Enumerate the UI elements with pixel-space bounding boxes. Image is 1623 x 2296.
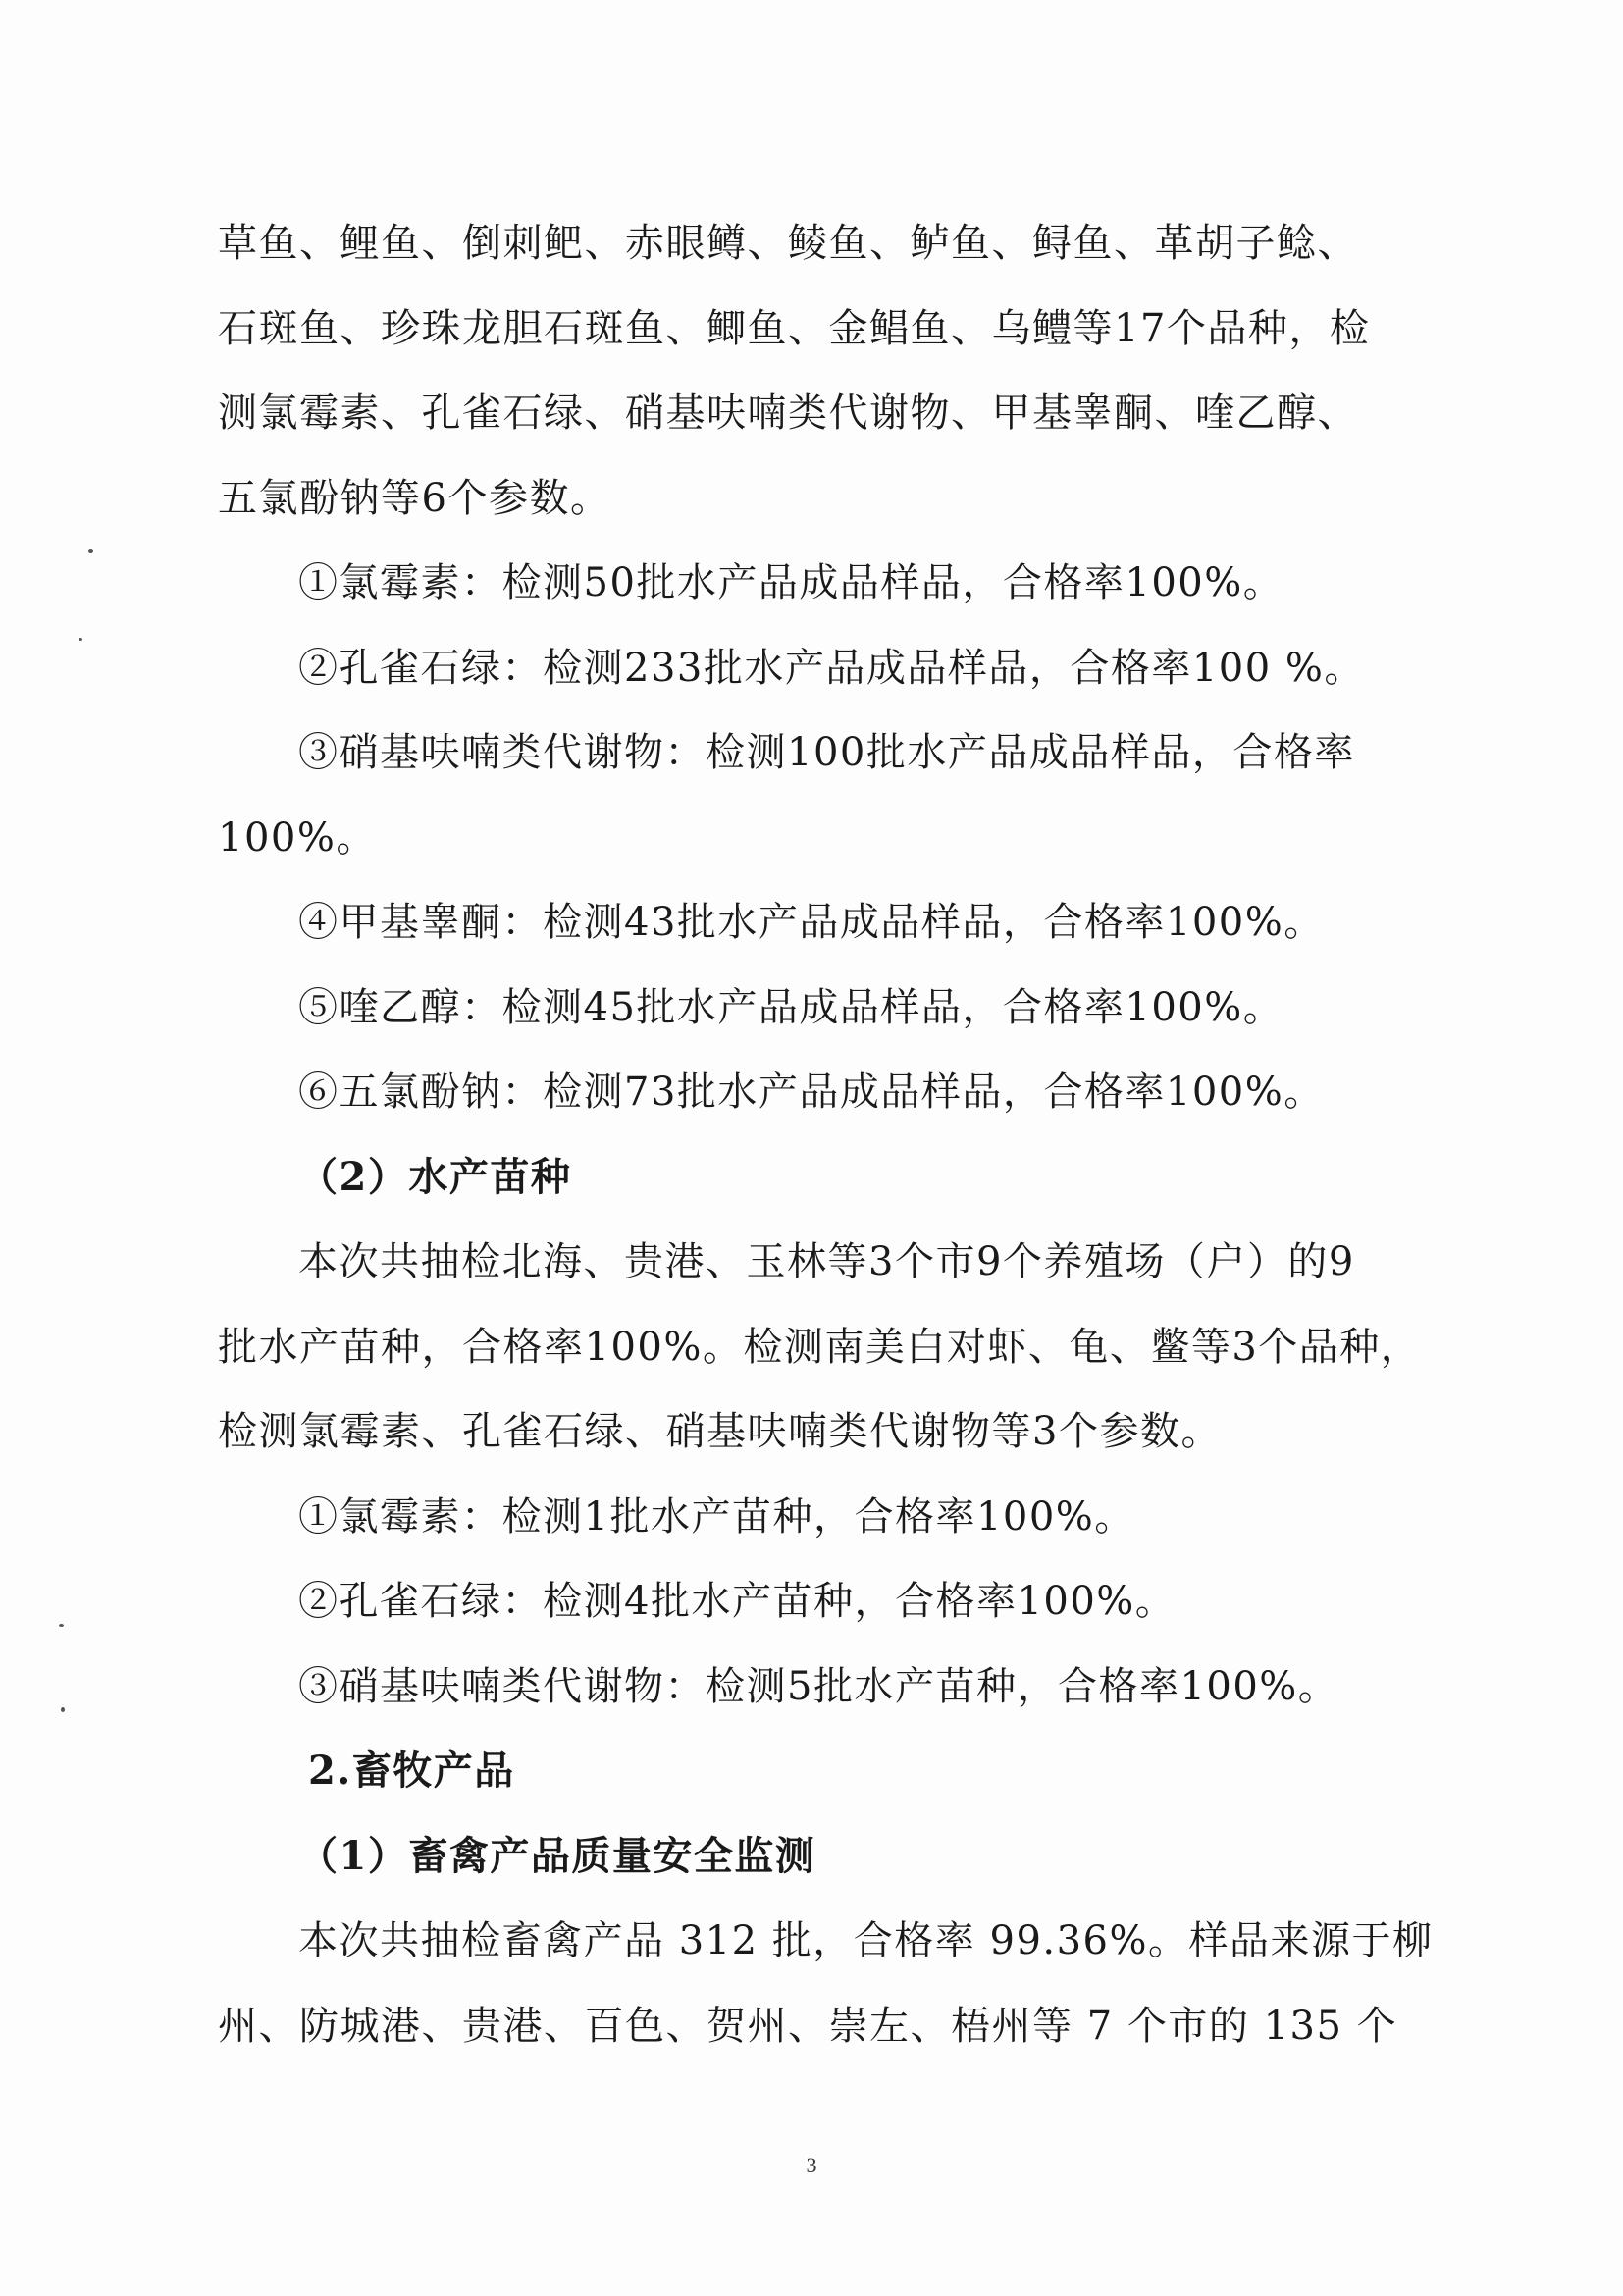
section-heading: （1）畜禽产品质量安全监测 [298, 1832, 816, 1879]
page-number: 3 [806, 2153, 817, 2177]
section-heading: 2.畜牧产品 [308, 1748, 515, 1794]
paragraph-line: 测氯霉素、孔雀石绿、硝基呋喃类代谢物、甲基睾酮、喹乙醇、 [218, 391, 1358, 436]
list-item: ③硝基呋喃类代谢物：检测5批水产苗种，合格率100%。 [298, 1663, 1339, 1709]
section-heading: （2）水产苗种 [298, 1153, 572, 1200]
scan-speck [79, 638, 82, 641]
paragraph-line: 检测氯霉素、孔雀石绿、硝基呋喃类代谢物等3个参数。 [218, 1409, 1222, 1454]
paragraph-line: 100%。 [218, 814, 377, 861]
scan-speck [61, 1707, 65, 1712]
scan-speck [59, 1624, 64, 1627]
list-item: ①氯霉素：检测1批水产苗种，合格率100%。 [298, 1493, 1135, 1539]
list-item: ⑤喹乙醇：检测45批水产品成品样品，合格率100%。 [298, 984, 1284, 1030]
list-item: ④甲基睾酮：检测43批水产品成品样品，合格率100%。 [298, 900, 1325, 945]
paragraph-line: 本次共抽检畜禽产品 312 批，合格率 99.36%。样品来源于柳 [298, 1918, 1434, 1963]
paragraph-line: 批水产苗种，合格率100%。检测南美白对虾、龟、鳖等3个品种， [218, 1324, 1422, 1370]
list-item: ①氯霉素：检测50批水产品成品样品，合格率100%。 [298, 560, 1284, 605]
paragraph-line: 本次共抽检北海、贵港、玉林等3个市9个养殖场（户）的9 [298, 1239, 1355, 1284]
list-item: ②孔雀石绿：检测4批水产苗种，合格率100%。 [298, 1579, 1177, 1624]
paragraph-line: 草鱼、鲤鱼、倒刺鲃、赤眼鳟、鲮鱼、鲈鱼、鲟鱼、革胡子鲶、 [218, 221, 1358, 266]
scan-speck [88, 549, 93, 553]
list-item: ③硝基呋喃类代谢物：检测100批水产品成品样品，合格率 [298, 730, 1355, 775]
list-item: ②孔雀石绿：检测233批水产品成品样品，合格率100 %。 [298, 645, 1365, 691]
paragraph-line: 州、防城港、贵港、百色、贺州、崇左、梧州等 7 个市的 135 个 [218, 2003, 1398, 2049]
paragraph-line: 石斑鱼、珍珠龙胆石斑鱼、鲫鱼、金鲳鱼、乌鳢等17个品种，检 [218, 305, 1371, 351]
list-item: ⑥五氯酚钠：检测73批水产品成品样品，合格率100%。 [298, 1070, 1325, 1115]
paragraph-line: 五氯酚钠等6个参数。 [218, 475, 611, 521]
document-body [218, 201, 1456, 2068]
